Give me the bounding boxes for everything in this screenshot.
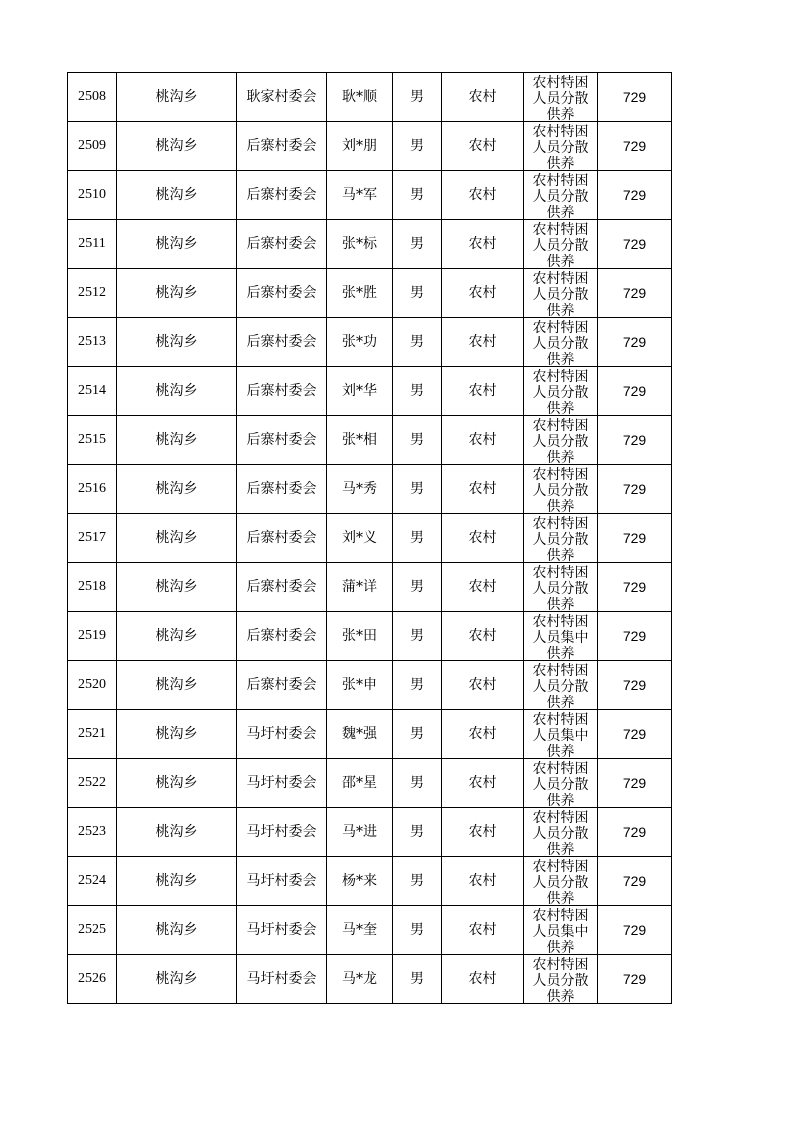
row-number-cell: 2523 xyxy=(68,808,117,857)
gender-cell: 男 xyxy=(393,416,442,465)
village-committee-cell: 马圩村委会 xyxy=(237,906,327,955)
support-category-cell xyxy=(524,465,598,514)
area-type-cell: 农村 xyxy=(442,563,524,612)
amount-cell: 729 xyxy=(598,465,672,514)
township-cell: 桃沟乡 xyxy=(117,857,237,906)
gender-cell: 男 xyxy=(393,514,442,563)
village-committee-cell: 后寨村委会 xyxy=(237,661,327,710)
support-category-cell xyxy=(524,171,598,220)
person-name-cell: 张*申 xyxy=(327,661,393,710)
support-category-cell xyxy=(524,808,598,857)
village-committee-cell: 后寨村委会 xyxy=(237,416,327,465)
township-cell: 桃沟乡 xyxy=(117,465,237,514)
support-category-text: 农村特困人员分散供养 xyxy=(532,74,589,121)
area-type-cell: 农村 xyxy=(442,269,524,318)
amount-cell: 729 xyxy=(598,367,672,416)
person-name-cell: 马*军 xyxy=(327,171,393,220)
village-committee-cell: 耿家村委会 xyxy=(237,73,327,122)
amount-cell: 729 xyxy=(598,514,672,563)
row-number-cell: 2517 xyxy=(68,514,117,563)
gender-cell: 男 xyxy=(393,122,442,171)
support-category-text: 农村特困人员分散供养 xyxy=(532,221,589,268)
amount-cell: 729 xyxy=(598,661,672,710)
area-type-cell: 农村 xyxy=(442,416,524,465)
amount-cell: 729 xyxy=(598,269,672,318)
table-row xyxy=(68,171,672,220)
person-name-cell: 张*田 xyxy=(327,612,393,661)
table-row xyxy=(68,612,672,661)
support-category-text: 农村特困人员分散供养 xyxy=(532,368,589,415)
support-category-text: 农村特困人员分散供养 xyxy=(532,809,589,856)
row-number-cell: 2524 xyxy=(68,857,117,906)
table-row xyxy=(68,73,672,122)
row-number-cell: 2525 xyxy=(68,906,117,955)
table-row xyxy=(68,318,672,367)
support-category-text: 农村特困人员分散供养 xyxy=(532,172,589,219)
support-category-text: 农村特困人员集中供养 xyxy=(532,907,589,954)
person-name-cell: 张*标 xyxy=(327,220,393,269)
area-type-cell: 农村 xyxy=(442,759,524,808)
row-number-cell: 2513 xyxy=(68,318,117,367)
table-row xyxy=(68,514,672,563)
person-name-cell: 马*龙 xyxy=(327,955,393,1004)
amount-cell: 729 xyxy=(598,710,672,759)
area-type-cell: 农村 xyxy=(442,220,524,269)
support-category-text: 农村特困人员集中供养 xyxy=(532,711,589,758)
gender-cell: 男 xyxy=(393,857,442,906)
person-name-cell: 邵*星 xyxy=(327,759,393,808)
support-category-cell xyxy=(524,514,598,563)
gender-cell: 男 xyxy=(393,612,442,661)
village-committee-cell: 马圩村委会 xyxy=(237,857,327,906)
township-cell: 桃沟乡 xyxy=(117,220,237,269)
township-cell: 桃沟乡 xyxy=(117,661,237,710)
support-category-cell xyxy=(524,220,598,269)
village-committee-cell: 后寨村委会 xyxy=(237,465,327,514)
support-category-cell xyxy=(524,73,598,122)
person-name-cell: 马*奎 xyxy=(327,906,393,955)
gender-cell: 男 xyxy=(393,220,442,269)
village-committee-cell: 后寨村委会 xyxy=(237,122,327,171)
area-type-cell: 农村 xyxy=(442,73,524,122)
area-type-cell: 农村 xyxy=(442,171,524,220)
row-number-cell: 2511 xyxy=(68,220,117,269)
gender-cell: 男 xyxy=(393,563,442,612)
table-row xyxy=(68,367,672,416)
person-name-cell: 张*相 xyxy=(327,416,393,465)
beneficiary-table xyxy=(67,72,672,1004)
amount-cell: 729 xyxy=(598,563,672,612)
support-category-cell xyxy=(524,122,598,171)
township-cell: 桃沟乡 xyxy=(117,759,237,808)
support-category-text: 农村特困人员分散供养 xyxy=(532,123,589,170)
person-name-cell: 马*秀 xyxy=(327,465,393,514)
amount-cell: 729 xyxy=(598,759,672,808)
support-category-cell xyxy=(524,906,598,955)
gender-cell: 男 xyxy=(393,171,442,220)
row-number-cell: 2510 xyxy=(68,171,117,220)
amount-cell: 729 xyxy=(598,906,672,955)
support-category-text: 农村特困人员分散供养 xyxy=(532,319,589,366)
row-number-cell: 2526 xyxy=(68,955,117,1004)
row-number-cell: 2515 xyxy=(68,416,117,465)
row-number-cell: 2521 xyxy=(68,710,117,759)
support-category-cell xyxy=(524,563,598,612)
amount-cell: 729 xyxy=(598,220,672,269)
gender-cell: 男 xyxy=(393,318,442,367)
gender-cell: 男 xyxy=(393,661,442,710)
township-cell: 桃沟乡 xyxy=(117,318,237,367)
table-row xyxy=(68,906,672,955)
support-category-text: 农村特困人员分散供养 xyxy=(532,858,589,905)
village-committee-cell: 后寨村委会 xyxy=(237,367,327,416)
table-row xyxy=(68,416,672,465)
person-name-cell: 蒲*详 xyxy=(327,563,393,612)
gender-cell: 男 xyxy=(393,710,442,759)
area-type-cell: 农村 xyxy=(442,661,524,710)
support-category-text: 农村特困人员分散供养 xyxy=(532,564,589,611)
support-category-cell xyxy=(524,612,598,661)
amount-cell: 729 xyxy=(598,73,672,122)
gender-cell: 男 xyxy=(393,759,442,808)
row-number-cell: 2509 xyxy=(68,122,117,171)
village-committee-cell: 马圩村委会 xyxy=(237,808,327,857)
support-category-text: 农村特困人员集中供养 xyxy=(532,613,589,660)
gender-cell: 男 xyxy=(393,955,442,1004)
table-row xyxy=(68,661,672,710)
area-type-cell: 农村 xyxy=(442,612,524,661)
gender-cell: 男 xyxy=(393,73,442,122)
amount-cell: 729 xyxy=(598,171,672,220)
amount-cell: 729 xyxy=(598,955,672,1004)
support-category-text: 农村特困人员分散供养 xyxy=(532,466,589,513)
township-cell: 桃沟乡 xyxy=(117,710,237,759)
row-number-cell: 2520 xyxy=(68,661,117,710)
person-name-cell: 张*胜 xyxy=(327,269,393,318)
amount-cell: 729 xyxy=(598,857,672,906)
row-number-cell: 2518 xyxy=(68,563,117,612)
township-cell: 桃沟乡 xyxy=(117,269,237,318)
support-category-cell xyxy=(524,318,598,367)
table-body xyxy=(68,73,672,1004)
row-number-cell: 2519 xyxy=(68,612,117,661)
area-type-cell: 农村 xyxy=(442,808,524,857)
gender-cell: 男 xyxy=(393,269,442,318)
village-committee-cell: 马圩村委会 xyxy=(237,759,327,808)
amount-cell: 729 xyxy=(598,808,672,857)
amount-cell: 729 xyxy=(598,612,672,661)
township-cell: 桃沟乡 xyxy=(117,73,237,122)
area-type-cell: 农村 xyxy=(442,514,524,563)
support-category-text: 农村特困人员分散供养 xyxy=(532,417,589,464)
township-cell: 桃沟乡 xyxy=(117,612,237,661)
village-committee-cell: 后寨村委会 xyxy=(237,171,327,220)
person-name-cell: 刘*义 xyxy=(327,514,393,563)
area-type-cell: 农村 xyxy=(442,465,524,514)
gender-cell: 男 xyxy=(393,465,442,514)
gender-cell: 男 xyxy=(393,808,442,857)
township-cell: 桃沟乡 xyxy=(117,171,237,220)
support-category-text: 农村特困人员分散供养 xyxy=(532,760,589,807)
table-row xyxy=(68,220,672,269)
table-row xyxy=(68,122,672,171)
amount-cell: 729 xyxy=(598,416,672,465)
township-cell: 桃沟乡 xyxy=(117,808,237,857)
support-category-cell xyxy=(524,367,598,416)
support-category-cell xyxy=(524,710,598,759)
township-cell: 桃沟乡 xyxy=(117,416,237,465)
support-category-text: 农村特困人员分散供养 xyxy=(532,662,589,709)
table-row xyxy=(68,808,672,857)
gender-cell: 男 xyxy=(393,367,442,416)
table-row xyxy=(68,955,672,1004)
amount-cell: 729 xyxy=(598,122,672,171)
township-cell: 桃沟乡 xyxy=(117,514,237,563)
township-cell: 桃沟乡 xyxy=(117,955,237,1004)
support-category-text: 农村特困人员分散供养 xyxy=(532,956,589,1003)
row-number-cell: 2522 xyxy=(68,759,117,808)
table-row xyxy=(68,710,672,759)
support-category-cell xyxy=(524,269,598,318)
person-name-cell: 刘*华 xyxy=(327,367,393,416)
village-committee-cell: 后寨村委会 xyxy=(237,612,327,661)
table-row xyxy=(68,857,672,906)
table-row xyxy=(68,759,672,808)
gender-cell: 男 xyxy=(393,906,442,955)
table-row xyxy=(68,269,672,318)
support-category-cell xyxy=(524,416,598,465)
area-type-cell: 农村 xyxy=(442,122,524,171)
township-cell: 桃沟乡 xyxy=(117,563,237,612)
person-name-cell: 杨*来 xyxy=(327,857,393,906)
township-cell: 桃沟乡 xyxy=(117,122,237,171)
support-category-text: 农村特困人员分散供养 xyxy=(532,270,589,317)
person-name-cell: 张*功 xyxy=(327,318,393,367)
support-category-cell xyxy=(524,661,598,710)
amount-cell: 729 xyxy=(598,318,672,367)
village-committee-cell: 后寨村委会 xyxy=(237,269,327,318)
township-cell: 桃沟乡 xyxy=(117,367,237,416)
village-committee-cell: 后寨村委会 xyxy=(237,220,327,269)
area-type-cell: 农村 xyxy=(442,857,524,906)
village-committee-cell: 马圩村委会 xyxy=(237,955,327,1004)
village-committee-cell: 马圩村委会 xyxy=(237,710,327,759)
village-committee-cell: 后寨村委会 xyxy=(237,318,327,367)
area-type-cell: 农村 xyxy=(442,906,524,955)
support-category-cell xyxy=(524,857,598,906)
person-name-cell: 马*进 xyxy=(327,808,393,857)
village-committee-cell: 后寨村委会 xyxy=(237,514,327,563)
village-committee-cell: 后寨村委会 xyxy=(237,563,327,612)
person-name-cell: 魏*强 xyxy=(327,710,393,759)
person-name-cell: 刘*朋 xyxy=(327,122,393,171)
table-row xyxy=(68,563,672,612)
township-cell: 桃沟乡 xyxy=(117,906,237,955)
row-number-cell: 2512 xyxy=(68,269,117,318)
row-number-cell: 2516 xyxy=(68,465,117,514)
table-row xyxy=(68,465,672,514)
row-number-cell: 2508 xyxy=(68,73,117,122)
person-name-cell: 耿*顺 xyxy=(327,73,393,122)
area-type-cell: 农村 xyxy=(442,955,524,1004)
support-category-text: 农村特困人员分散供养 xyxy=(532,515,589,562)
area-type-cell: 农村 xyxy=(442,318,524,367)
support-category-cell xyxy=(524,955,598,1004)
area-type-cell: 农村 xyxy=(442,367,524,416)
support-category-cell xyxy=(524,759,598,808)
row-number-cell: 2514 xyxy=(68,367,117,416)
area-type-cell: 农村 xyxy=(442,710,524,759)
